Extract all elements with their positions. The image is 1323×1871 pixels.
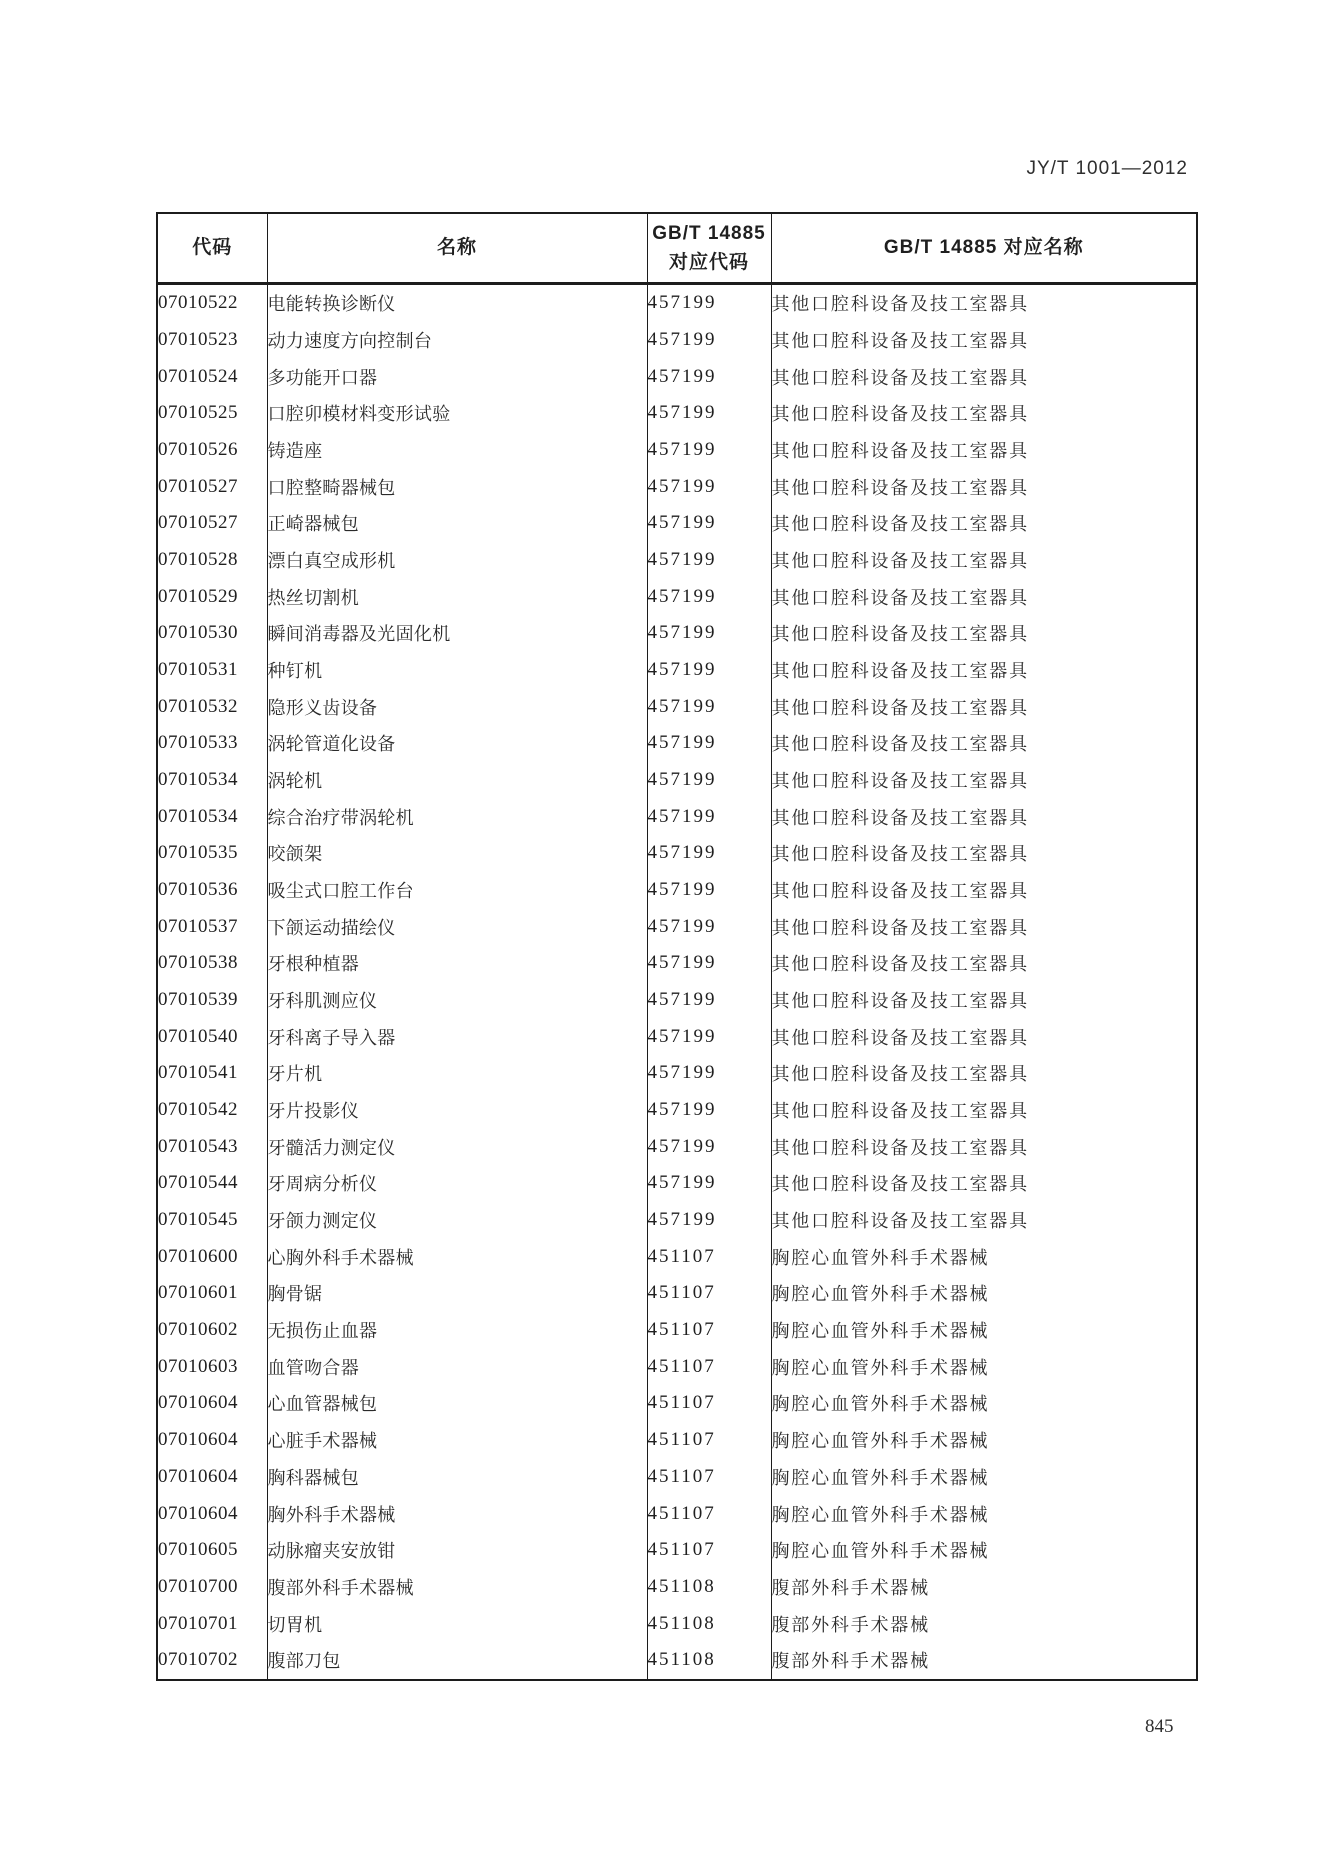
cell-gbt-code: 451107 (647, 1532, 771, 1569)
cell-gbt-name: 其他口腔科设备及技工室器具 (771, 1211, 1029, 1232)
header-gbt-code (647, 213, 771, 284)
cell-code: 07010533 (157, 725, 267, 762)
cell-name: 牙科离子导入器 (267, 1018, 647, 1055)
cell-code: 07010531 (157, 652, 267, 689)
cell-code: 07010522 (157, 284, 267, 322)
cell-gbt-code: 451107 (647, 1238, 771, 1275)
cell-name: 心血管器械包 (267, 1385, 647, 1422)
cell-gbt-code: 451108 (647, 1642, 771, 1680)
cell-gbt-code: 457199 (647, 835, 771, 872)
table-header-row (157, 213, 1197, 284)
cell-gbt-code: 457199 (647, 1018, 771, 1055)
cell-code: 07010605 (157, 1532, 267, 1569)
cell-name: 多功能开口器 (267, 358, 647, 395)
cell-gbt-name: 其他口腔科设备及技工室器具 (771, 734, 1029, 755)
table-row (157, 762, 1197, 799)
cell-code: 07010604 (157, 1459, 267, 1496)
cell-gbt-name: 其他口腔科设备及技工室器具 (771, 331, 1029, 351)
cell-code: 07010534 (157, 798, 267, 835)
cell-name: 牙科肌测应仪 (267, 982, 647, 1019)
cell-gbt-name: 其他口腔科设备及技工室器具 (771, 771, 1029, 792)
cell-code: 07010527 (157, 505, 267, 542)
cell-name: 涡轮管道化设备 (267, 725, 647, 762)
cell-name: 牙周病分析仪 (267, 1165, 647, 1202)
cell-code: 07010540 (157, 1018, 267, 1055)
cell-gbt-name: 腹部外科手术器械 (771, 1577, 930, 1598)
cell-gbt-code: 457199 (647, 872, 771, 909)
table-row (157, 1092, 1197, 1129)
doc-standard-number: JY/T 1001—2012 (1026, 158, 1188, 179)
cell-gbt-name: 胸腔心血管外科手术器械 (771, 1467, 990, 1488)
cell-name: 牙根种植器 (267, 945, 647, 982)
cell-gbt-code: 457199 (647, 1165, 771, 1202)
page-number: 845 (1145, 1716, 1174, 1737)
cell-gbt-code: 457199 (647, 1128, 771, 1165)
cell-name: 漂白真空成形机 (267, 542, 647, 579)
cell-name: 口腔卯模材料变形试验 (267, 395, 647, 432)
cell-name: 动力速度方向控制台 (267, 322, 647, 359)
table-row (157, 945, 1197, 982)
cell-code: 07010541 (157, 1055, 267, 1092)
cell-gbt-code: 451107 (647, 1348, 771, 1385)
cell-code: 07010604 (157, 1495, 267, 1532)
cell-code: 07010538 (157, 945, 267, 982)
cell-name: 心胸外科手术器械 (267, 1238, 647, 1275)
cell-gbt-code: 457199 (647, 982, 771, 1019)
cell-code: 07010532 (157, 688, 267, 725)
cell-name: 动脉瘤夹安放钳 (267, 1532, 647, 1569)
cell-gbt-code: 457199 (647, 1092, 771, 1129)
cell-code: 07010702 (157, 1642, 267, 1680)
table-row (157, 578, 1197, 615)
cell-gbt-name: 其他口腔科设备及技工室器具 (771, 991, 1029, 1012)
cell-gbt-code: 457199 (647, 358, 771, 395)
cell-gbt-code: 457199 (647, 578, 771, 615)
cell-gbt-code: 457199 (647, 432, 771, 469)
cell-gbt-code: 451107 (647, 1459, 771, 1496)
cell-code: 07010528 (157, 542, 267, 579)
table-row (157, 1385, 1197, 1422)
table-row (157, 1128, 1197, 1165)
cell-gbt-code: 451107 (647, 1495, 771, 1532)
cell-code: 07010700 (157, 1569, 267, 1606)
cell-gbt-name: 其他口腔科设备及技工室器具 (771, 1174, 1029, 1195)
header-gbt-code-line1: GB/T 14885 (652, 222, 766, 244)
cell-name: 胸科器械包 (267, 1459, 647, 1496)
cell-gbt-name: 胸腔心血管外科手术器械 (771, 1541, 990, 1562)
cell-name: 下颌运动描绘仪 (267, 908, 647, 945)
cell-name: 切胃机 (267, 1605, 647, 1642)
cell-code: 07010537 (157, 908, 267, 945)
cell-gbt-name: 其他口腔科设备及技工室器具 (771, 1064, 1029, 1085)
cell-gbt-name: 其他口腔科设备及技工室器具 (771, 551, 1029, 572)
cell-gbt-code: 457199 (647, 1202, 771, 1239)
cell-code: 07010602 (157, 1312, 267, 1349)
cell-gbt-code: 457199 (647, 798, 771, 835)
table-row (157, 688, 1197, 725)
cell-code: 07010604 (157, 1422, 267, 1459)
cell-gbt-code: 457199 (647, 1055, 771, 1092)
cell-gbt-name: 其他口腔科设备及技工室器具 (771, 441, 1029, 462)
cell-code: 07010604 (157, 1385, 267, 1422)
cell-code: 07010535 (157, 835, 267, 872)
table-row (157, 1495, 1197, 1532)
code-mapping-table (156, 212, 1198, 1681)
cell-code: 07010600 (157, 1238, 267, 1275)
cell-gbt-name: 其他口腔科设备及技工室器具 (771, 294, 1029, 315)
table-row (157, 982, 1197, 1019)
cell-gbt-code: 457199 (647, 945, 771, 982)
cell-gbt-name: 胸腔心血管外科手术器械 (771, 1357, 990, 1378)
cell-gbt-name: 其他口腔科设备及技工室器具 (771, 477, 1029, 498)
cell-code: 07010603 (157, 1348, 267, 1385)
cell-name: 腹部刀包 (267, 1642, 647, 1680)
table-row (157, 1055, 1197, 1092)
cell-name: 牙片机 (267, 1055, 647, 1092)
table-row (157, 725, 1197, 762)
table-row (157, 615, 1197, 652)
cell-name: 腹部外科手术器械 (267, 1569, 647, 1606)
cell-gbt-name: 其他口腔科设备及技工室器具 (771, 624, 1029, 645)
cell-name: 热丝切割机 (267, 578, 647, 615)
cell-gbt-code: 457199 (647, 688, 771, 725)
cell-gbt-code: 451107 (647, 1312, 771, 1349)
cell-code: 07010545 (157, 1202, 267, 1239)
table-row (157, 395, 1197, 432)
cell-name: 涡轮机 (267, 762, 647, 799)
table-row (157, 1532, 1197, 1569)
cell-name: 无损伤止血器 (267, 1312, 647, 1349)
cell-name: 电能转换诊断仪 (267, 284, 647, 322)
table-row (157, 1018, 1197, 1055)
cell-gbt-name: 其他口腔科设备及技工室器具 (771, 367, 1029, 388)
cell-gbt-code: 457199 (647, 505, 771, 542)
table-row (157, 1275, 1197, 1312)
table-row (157, 1569, 1197, 1606)
table-row (157, 1165, 1197, 1202)
cell-gbt-code: 457199 (647, 284, 771, 322)
cell-name: 隐形义齿设备 (267, 688, 647, 725)
cell-gbt-name: 其他口腔科设备及技工室器具 (771, 844, 1029, 865)
cell-code: 07010529 (157, 578, 267, 615)
cell-name: 种钉机 (267, 652, 647, 689)
header-name: 名称 (267, 213, 647, 284)
cell-name: 吸尘式口腔工作台 (267, 872, 647, 909)
cell-gbt-name: 其他口腔科设备及技工室器具 (771, 881, 1029, 902)
table-row (157, 1312, 1197, 1349)
table-row (157, 542, 1197, 579)
cell-gbt-code: 457199 (647, 542, 771, 579)
table-row (157, 1642, 1197, 1680)
cell-gbt-name: 其他口腔科设备及技工室器具 (771, 1137, 1029, 1158)
cell-name: 铸造座 (267, 432, 647, 469)
cell-gbt-code: 457199 (647, 615, 771, 652)
cell-code: 07010524 (157, 358, 267, 395)
table-row (157, 1348, 1197, 1385)
cell-name: 综合治疗带涡轮机 (267, 798, 647, 835)
cell-gbt-name: 其他口腔科设备及技工室器具 (771, 917, 1029, 938)
cell-code: 07010534 (157, 762, 267, 799)
table-row (157, 1238, 1197, 1275)
cell-gbt-name: 其他口腔科设备及技工室器具 (771, 514, 1029, 535)
cell-name: 心脏手术器械 (267, 1422, 647, 1459)
cell-code: 07010530 (157, 615, 267, 652)
cell-code: 07010701 (157, 1605, 267, 1642)
cell-name: 咬颌架 (267, 835, 647, 872)
table-row (157, 322, 1197, 359)
cell-gbt-name: 腹部外科手术器械 (771, 1614, 930, 1635)
cell-gbt-name: 胸腔心血管外科手术器械 (771, 1284, 990, 1305)
table-row (157, 798, 1197, 835)
cell-code: 07010601 (157, 1275, 267, 1312)
cell-code: 07010542 (157, 1092, 267, 1129)
cell-name: 口腔整畸器械包 (267, 468, 647, 505)
header-gbt-name: GB/T 14885 对应名称 (771, 213, 1197, 284)
table-row (157, 1202, 1197, 1239)
cell-name: 胸外科手术器械 (267, 1495, 647, 1532)
cell-gbt-code: 457199 (647, 725, 771, 762)
table-row (157, 468, 1197, 505)
table-row (157, 872, 1197, 909)
table-row (157, 908, 1197, 945)
cell-gbt-code: 457199 (647, 762, 771, 799)
cell-gbt-name: 胸腔心血管外科手术器械 (771, 1247, 990, 1268)
cell-code: 07010525 (157, 395, 267, 432)
cell-code: 07010543 (157, 1128, 267, 1165)
cell-code: 07010539 (157, 982, 267, 1019)
cell-name: 牙片投影仪 (267, 1092, 647, 1129)
header-code: 代码 (157, 213, 267, 284)
cell-name: 血管吻合器 (267, 1348, 647, 1385)
table-row (157, 284, 1197, 322)
cell-code: 07010523 (157, 322, 267, 359)
cell-name: 牙髓活力测定仪 (267, 1128, 647, 1165)
table-body (157, 284, 1197, 1680)
cell-gbt-name: 其他口腔科设备及技工室器具 (771, 954, 1029, 975)
cell-gbt-code: 451107 (647, 1422, 771, 1459)
header-gbt-code-line2: 对应代码 (668, 252, 749, 273)
cell-gbt-code: 451107 (647, 1275, 771, 1312)
cell-name: 瞬间消毒器及光固化机 (267, 615, 647, 652)
cell-gbt-code: 457199 (647, 908, 771, 945)
cell-gbt-name: 腹部外科手术器械 (771, 1651, 930, 1672)
cell-gbt-name: 胸腔心血管外科手术器械 (771, 1431, 990, 1452)
cell-name: 牙颌力测定仪 (267, 1202, 647, 1239)
cell-code: 07010544 (157, 1165, 267, 1202)
cell-gbt-name: 胸腔心血管外科手术器械 (771, 1504, 990, 1525)
cell-gbt-name: 其他口腔科设备及技工室器具 (771, 697, 1029, 718)
table-row (157, 1422, 1197, 1459)
cell-gbt-code: 457199 (647, 322, 771, 359)
cell-code: 07010526 (157, 432, 267, 469)
cell-name: 正崎器械包 (267, 505, 647, 542)
table-row (157, 505, 1197, 542)
table-row (157, 1605, 1197, 1642)
table-row (157, 652, 1197, 689)
cell-gbt-code: 457199 (647, 652, 771, 689)
cell-gbt-name: 胸腔心血管外科手术器械 (771, 1321, 990, 1342)
cell-gbt-code: 451108 (647, 1605, 771, 1642)
cell-gbt-name: 其他口腔科设备及技工室器具 (771, 1101, 1029, 1122)
cell-gbt-name: 其他口腔科设备及技工室器具 (771, 661, 1029, 682)
table-row (157, 432, 1197, 469)
cell-name: 胸骨锯 (267, 1275, 647, 1312)
table-row (157, 358, 1197, 395)
cell-gbt-name: 胸腔心血管外科手术器械 (771, 1394, 990, 1415)
cell-gbt-code: 457199 (647, 468, 771, 505)
table-row (157, 835, 1197, 872)
cell-gbt-name: 其他口腔科设备及技工室器具 (771, 587, 1029, 608)
cell-gbt-code: 457199 (647, 395, 771, 432)
cell-gbt-code: 451108 (647, 1569, 771, 1606)
cell-gbt-name: 其他口腔科设备及技工室器具 (771, 1027, 1029, 1048)
cell-code: 07010527 (157, 468, 267, 505)
cell-gbt-name: 其他口腔科设备及技工室器具 (771, 807, 1029, 828)
cell-gbt-code: 451107 (647, 1385, 771, 1422)
cell-code: 07010536 (157, 872, 267, 909)
cell-gbt-name: 其他口腔科设备及技工室器具 (771, 404, 1029, 425)
table-row (157, 1459, 1197, 1496)
